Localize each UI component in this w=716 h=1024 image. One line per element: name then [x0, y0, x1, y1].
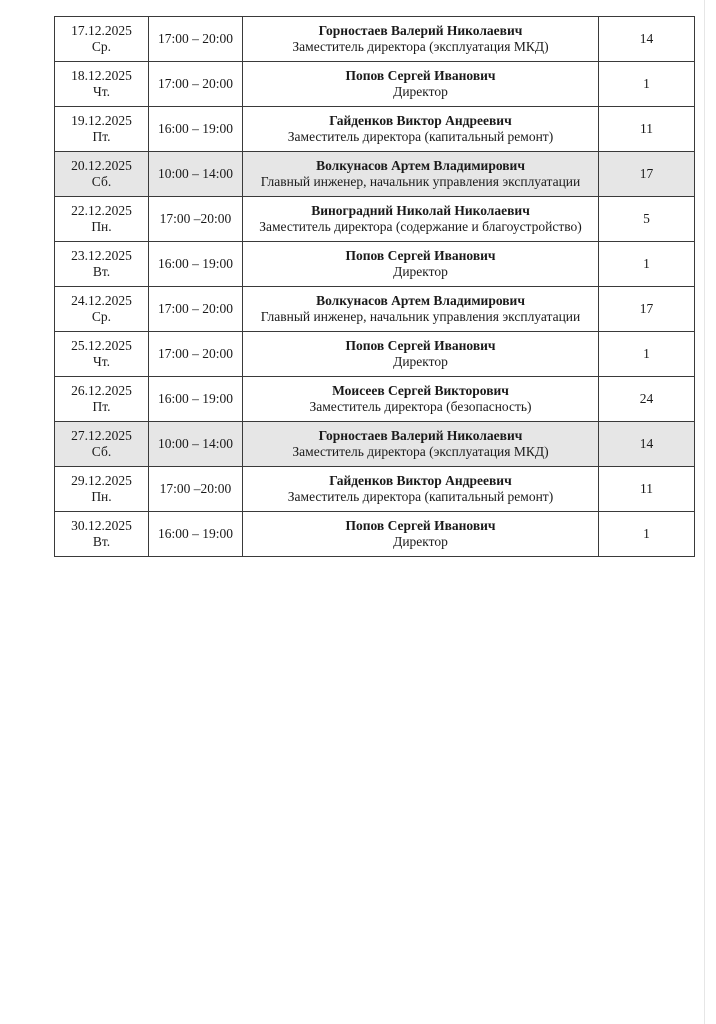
time-cell: 17:00 –20:00 — [149, 467, 243, 512]
person-cell — [243, 242, 599, 287]
date-cell: 27.12.2025 Сб. — [55, 422, 149, 467]
date-cell: 22.12.2025 Пн. — [55, 197, 149, 242]
time-cell: 10:00 – 14:00 — [149, 152, 243, 197]
time-cell: 17:00 – 20:00 — [149, 62, 243, 107]
person-name: Горностаев Валерий Николаевич — [318, 428, 523, 443]
table-row — [55, 17, 695, 62]
table-row — [55, 197, 695, 242]
room-cell: 1 — [599, 62, 695, 107]
time-cell: 16:00 – 19:00 — [149, 107, 243, 152]
person-cell — [243, 62, 599, 107]
room-cell: 1 — [599, 332, 695, 377]
table-row — [55, 62, 695, 107]
time-cell: 17:00 – 20:00 — [149, 17, 243, 62]
date-cell: 19.12.2025 Пт. — [55, 107, 149, 152]
table-row — [55, 467, 695, 512]
person-cell — [243, 17, 599, 62]
person-name: Волкунасов Артем Владимирович — [316, 293, 525, 308]
date-cell: 18.12.2025 Чт. — [55, 62, 149, 107]
table-row — [55, 422, 695, 467]
person-cell — [243, 287, 599, 332]
time-cell: 17:00 – 20:00 — [149, 332, 243, 377]
time-cell: 16:00 – 19:00 — [149, 242, 243, 287]
person-name: Попов Сергей Иванович — [345, 338, 496, 353]
room-cell: 17 — [599, 287, 695, 332]
person-name: Попов Сергей Иванович — [345, 248, 496, 263]
person-position: Директор — [393, 534, 448, 549]
date-cell: 26.12.2025 Пт. — [55, 377, 149, 422]
room-cell: 11 — [599, 107, 695, 152]
person-position: Заместитель директора (капитальный ремонт) — [287, 489, 554, 504]
room-cell: 11 — [599, 467, 695, 512]
table-row — [55, 107, 695, 152]
table-row — [55, 332, 695, 377]
date-cell: 23.12.2025 Вт. — [55, 242, 149, 287]
person-cell — [243, 422, 599, 467]
time-cell: 16:00 – 19:00 — [149, 377, 243, 422]
table-row — [55, 152, 695, 197]
table-row — [55, 377, 695, 422]
date-cell: 17.12.2025 Ср. — [55, 17, 149, 62]
person-cell — [243, 107, 599, 152]
reception-schedule-table — [54, 16, 695, 557]
person-cell — [243, 377, 599, 422]
person-cell — [243, 512, 599, 557]
person-position: Заместитель директора (содержание и благоустройство) — [259, 219, 582, 234]
time-cell: 17:00 –20:00 — [149, 197, 243, 242]
person-cell — [243, 197, 599, 242]
person-position: Главный инженер, начальник управления эксплуатации — [260, 309, 581, 324]
person-name: Гайденков Виктор Андреевич — [329, 113, 512, 128]
room-cell: 1 — [599, 242, 695, 287]
date-cell: 20.12.2025 Сб. — [55, 152, 149, 197]
room-cell: 24 — [599, 377, 695, 422]
table-row — [55, 287, 695, 332]
person-cell — [243, 152, 599, 197]
table-row — [55, 512, 695, 557]
time-cell: 17:00 – 20:00 — [149, 287, 243, 332]
person-name: Виноградний Николай Николаевич — [311, 203, 530, 218]
room-cell: 14 — [599, 422, 695, 467]
date-cell: 25.12.2025 Чт. — [55, 332, 149, 377]
person-name: Горностаев Валерий Николаевич — [318, 23, 523, 38]
room-cell: 5 — [599, 197, 695, 242]
person-position: Директор — [393, 264, 448, 279]
person-name: Гайденков Виктор Андреевич — [329, 473, 512, 488]
date-cell: 24.12.2025 Ср. — [55, 287, 149, 332]
person-name: Волкунасов Артем Владимирович — [316, 158, 525, 173]
room-cell: 17 — [599, 152, 695, 197]
room-cell: 1 — [599, 512, 695, 557]
page-edge-line — [704, 0, 705, 1024]
person-cell — [243, 467, 599, 512]
person-position: Заместитель директора (эксплуатация МКД) — [292, 39, 549, 54]
person-name: Моисеев Сергей Викторович — [332, 383, 509, 398]
person-position: Главный инженер, начальник управления эксплуатации — [260, 174, 581, 189]
person-position: Заместитель директора (безопасность) — [309, 399, 532, 414]
person-name: Попов Сергей Иванович — [345, 68, 496, 83]
person-cell — [243, 332, 599, 377]
person-name: Попов Сергей Иванович — [345, 518, 496, 533]
time-cell: 16:00 – 19:00 — [149, 512, 243, 557]
person-position: Заместитель директора (капитальный ремонт) — [287, 129, 554, 144]
date-cell: 29.12.2025 Пн. — [55, 467, 149, 512]
room-cell: 14 — [599, 17, 695, 62]
time-cell: 10:00 – 14:00 — [149, 422, 243, 467]
table-row — [55, 242, 695, 287]
date-cell: 30.12.2025 Вт. — [55, 512, 149, 557]
person-position: Директор — [393, 354, 448, 369]
person-position: Директор — [393, 84, 448, 99]
person-position: Заместитель директора (эксплуатация МКД) — [292, 444, 549, 459]
